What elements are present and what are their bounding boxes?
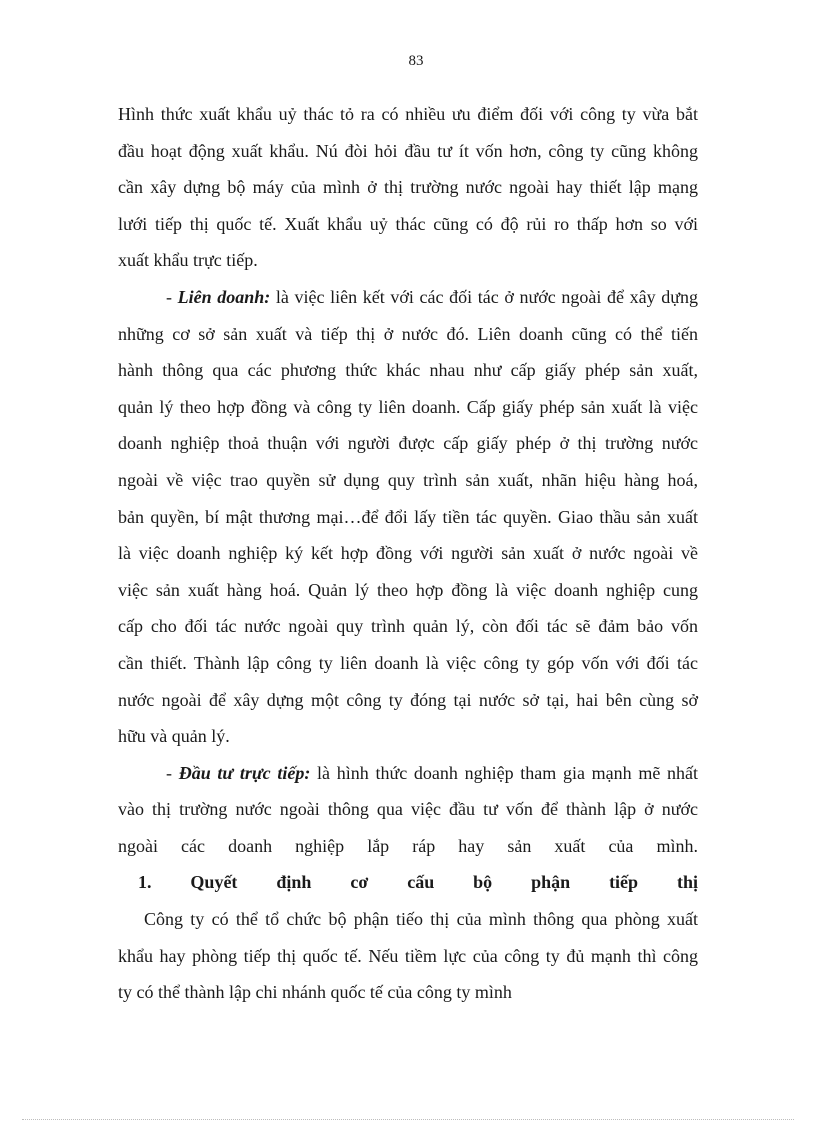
text-line: cần thiết. Thành lập công ty liên doanh là việc công ty góp vốn với đối tác	[118, 652, 698, 673]
section-heading: 1. Quyết định cơ cấu bộ phận tiếp thị	[138, 872, 698, 893]
text-line: ngoài về việc trao quyền sử dụng quy trình sản xuất, nhãn hiệu hàng hoá,	[118, 469, 698, 490]
term-joint-venture: Liên doanh:	[177, 286, 271, 307]
text-line: hành thông qua các phương thức khác nhau như cấp giấy phép sản xuất,	[118, 360, 698, 381]
text-line: khẩu hay phòng tiếp thị quốc tế. Nếu tiềm lực của công ty đủ mạnh thì công	[118, 945, 698, 966]
text-span: là việc liên kết với các đối tác ở nước ngoài để xây dựng	[270, 286, 698, 307]
paragraph-joint-venture	[118, 279, 698, 755]
text-line: doanh nghiệp thoả thuận với người được cấp giấy phép ở thị trường nước	[118, 433, 698, 454]
text-line: việc sản xuất hàng hoá. Quản lý theo hợp đồng là việc doanh nghiệp cung	[118, 579, 698, 600]
text-line: cấp cho đối tác nước ngoài quy trình quản lý, còn đối tác sẽ đảm bảo vốn	[118, 616, 698, 637]
text-line: Công ty có thể tổ chức bộ phận tiếo thị của mình thông qua phòng xuất	[144, 909, 698, 930]
paragraph-first-line	[118, 755, 698, 792]
text-line: lưới tiếp thị quốc tế. Xuất khẩu uỷ thác cũng có độ rủi ro thấp hơn so với	[118, 213, 698, 234]
text-line: bản quyền, bí mật thương mại…để đổi lấy tiền tác quyền. Giao thầu sản xuất	[118, 506, 698, 527]
page-number: 83	[408, 53, 424, 69]
text-line: hữu và quản lý.	[118, 726, 230, 747]
text-line: Hình thức xuất khẩu uỷ thác tỏ ra có nhiều ưu điểm đối với công ty vừa bắt	[118, 104, 698, 124]
text-line: vào thị trường nước ngoài thông qua việc đầu tư vốn để thành lập ở nước	[118, 799, 698, 820]
term-direct-investment: Đầu tư trực tiếp:	[178, 762, 311, 783]
text-line: cần xây dựng bộ máy của mình ở thị trường nước ngoài hay thiết lập mạng	[118, 177, 698, 198]
text-line: nước ngoài để xây dựng một công ty đóng tại nước sở tại, hai bên cùng sở	[118, 689, 698, 710]
text-span: là hình thức doanh nghiệp tham gia mạnh mẽ nhất	[310, 762, 699, 783]
text-line: những cơ sở sản xuất và tiếp thị ở nước đó. Liên doanh cũng có thể tiến	[118, 323, 698, 344]
paragraph-direct-investment	[118, 755, 698, 865]
paragraph-entrusted-export	[118, 96, 698, 279]
paragraph-marketing-structure	[118, 901, 698, 1011]
text-line: là việc doanh nghiệp ký kết hợp đồng với người sản xuất ở nước ngoài về	[118, 543, 698, 564]
page-bottom-divider	[22, 1119, 794, 1120]
bullet-dash: -	[166, 762, 179, 783]
bullet-dash: -	[166, 286, 178, 307]
text-line: quản lý theo hợp đồng và công ty liên doanh. Cấp giấy phép sản xuất là việc	[118, 396, 698, 417]
paragraph-first-line	[118, 279, 698, 316]
text-line: ngoài các doanh nghiệp lắp ráp hay sản xuất của mình.	[118, 835, 698, 856]
document-body	[118, 96, 698, 1011]
text-line: xuất khẩu trực tiếp.	[118, 250, 258, 271]
text-line: ty có thể thành lập chi nhánh quốc tế của công ty mình	[118, 982, 512, 1003]
text-line: đầu hoạt động xuất khẩu. Nú đòi hỏi đầu tư ít vốn hơn, công ty cũng không	[118, 140, 698, 161]
